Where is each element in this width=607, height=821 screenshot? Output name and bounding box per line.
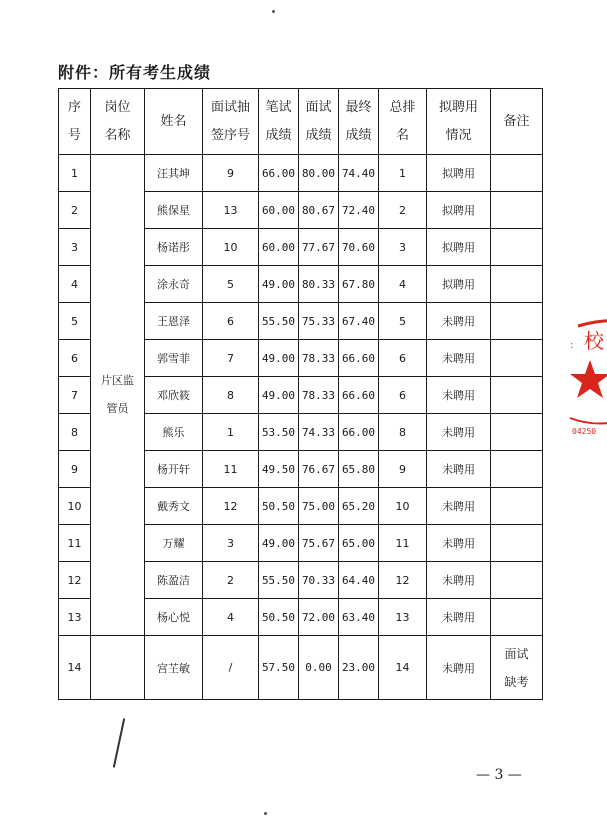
cell-lot: 1	[203, 414, 259, 451]
cell-written: 53.50	[259, 414, 299, 451]
cell-name: 熊乐	[145, 414, 203, 451]
cell-interview: 78.33	[299, 340, 339, 377]
header-row	[59, 89, 543, 155]
cell-rank: 6	[379, 340, 427, 377]
cell-seq: 4	[59, 266, 91, 303]
cell-seq: 3	[59, 229, 91, 266]
cell-interview: 80.33	[299, 266, 339, 303]
cell-written: 57.50	[259, 636, 299, 700]
cell-name: 杨诺彤	[145, 229, 203, 266]
cell-hire: 未聘用	[427, 340, 491, 377]
cell-name: 杨开轩	[145, 451, 203, 488]
cell-interview: 77.67	[299, 229, 339, 266]
cell-written: 60.00	[259, 229, 299, 266]
cell-written: 55.50	[259, 562, 299, 599]
cell-name: 熊保星	[145, 192, 203, 229]
header-written: 笔试 成绩	[259, 89, 299, 155]
pen-mark	[113, 718, 125, 767]
cell-seq: 5	[59, 303, 91, 340]
cell-final: 23.00	[339, 636, 379, 700]
cell-remark	[491, 340, 543, 377]
cell-seq: 14	[59, 636, 91, 700]
cell-seq: 6	[59, 340, 91, 377]
cell-position	[91, 636, 145, 700]
cell-interview: 75.67	[299, 525, 339, 562]
cell-written: 49.00	[259, 377, 299, 414]
table-row	[59, 155, 543, 192]
cell-hire: 未聘用	[427, 451, 491, 488]
cell-final: 65.20	[339, 488, 379, 525]
cell-rank: 2	[379, 192, 427, 229]
cell-final: 70.60	[339, 229, 379, 266]
cell-rank: 6	[379, 377, 427, 414]
cell-rank: 10	[379, 488, 427, 525]
cell-remark	[491, 599, 543, 636]
cell-hire: 未聘用	[427, 599, 491, 636]
page-number: — 3 —	[476, 767, 522, 783]
cell-written: 66.00	[259, 155, 299, 192]
cell-final: 63.40	[339, 599, 379, 636]
cell-remark	[491, 451, 543, 488]
cell-final: 66.60	[339, 340, 379, 377]
header-remark: 备注	[491, 89, 543, 155]
cell-interview: 76.67	[299, 451, 339, 488]
cell-rank: 11	[379, 525, 427, 562]
cell-lot: 13	[203, 192, 259, 229]
cell-final: 66.00	[339, 414, 379, 451]
cell-written: 49.00	[259, 266, 299, 303]
cell-rank: 14	[379, 636, 427, 700]
cell-lot: 10	[203, 229, 259, 266]
header-seq: 序 号	[59, 89, 91, 155]
cell-name: 邓欣筱	[145, 377, 203, 414]
cell-lot: 3	[203, 525, 259, 562]
cell-hire: 拟聘用	[427, 266, 491, 303]
cell-hire: 未聘用	[427, 303, 491, 340]
cell-seq: 10	[59, 488, 91, 525]
speck	[264, 812, 267, 815]
header-lot: 面试抽 签序号	[203, 89, 259, 155]
cell-lot: 8	[203, 377, 259, 414]
cell-hire: 未聘用	[427, 636, 491, 700]
cell-seq: 1	[59, 155, 91, 192]
cell-interview: 75.33	[299, 303, 339, 340]
cell-rank: 5	[379, 303, 427, 340]
cell-final: 65.80	[339, 451, 379, 488]
cell-lot: 9	[203, 155, 259, 192]
cell-rank: 13	[379, 599, 427, 636]
cell-interview: 72.00	[299, 599, 339, 636]
cell-seq: 12	[59, 562, 91, 599]
cell-seq: 8	[59, 414, 91, 451]
cell-remark	[491, 525, 543, 562]
cell-remark: 面试 缺考	[491, 636, 543, 700]
cell-remark	[491, 488, 543, 525]
cell-rank: 8	[379, 414, 427, 451]
header-interview: 面试 成绩	[299, 89, 339, 155]
cell-name: 戴秀文	[145, 488, 203, 525]
cell-interview: 74.33	[299, 414, 339, 451]
cell-final: 67.80	[339, 266, 379, 303]
cell-seq: 13	[59, 599, 91, 636]
cell-lot: 7	[203, 340, 259, 377]
document-title: 附件：所有考生成绩	[58, 63, 212, 82]
cell-hire: 未聘用	[427, 525, 491, 562]
cell-seq: 7	[59, 377, 91, 414]
cell-lot: 2	[203, 562, 259, 599]
cell-interview: 80.67	[299, 192, 339, 229]
cell-final: 64.40	[339, 562, 379, 599]
cell-rank: 1	[379, 155, 427, 192]
seal-star-icon	[570, 360, 607, 398]
cell-interview: 80.00	[299, 155, 339, 192]
cell-final: 65.00	[339, 525, 379, 562]
cell-remark	[491, 192, 543, 229]
cell-interview: 0.00	[299, 636, 339, 700]
cell-seq: 2	[59, 192, 91, 229]
cell-position: 片区监 管员	[91, 155, 145, 636]
cell-name: 杨心悦	[145, 599, 203, 636]
cell-seq: 11	[59, 525, 91, 562]
cell-written: 49.50	[259, 451, 299, 488]
cell-hire: 拟聘用	[427, 229, 491, 266]
table-row	[59, 636, 543, 700]
cell-written: 50.50	[259, 488, 299, 525]
cell-rank: 12	[379, 562, 427, 599]
cell-remark	[491, 266, 543, 303]
cell-interview: 70.33	[299, 562, 339, 599]
cell-final: 67.40	[339, 303, 379, 340]
header-name: 姓名	[145, 89, 203, 155]
cell-hire: 未聘用	[427, 488, 491, 525]
cell-name: 陈盈洁	[145, 562, 203, 599]
cell-lot: 5	[203, 266, 259, 303]
cell-remark	[491, 414, 543, 451]
cell-lot: 6	[203, 303, 259, 340]
scores-table	[58, 88, 543, 700]
cell-rank: 3	[379, 229, 427, 266]
cell-final: 72.40	[339, 192, 379, 229]
header-rank: 总排 名	[379, 89, 427, 155]
cell-final: 66.60	[339, 377, 379, 414]
cell-final: 74.40	[339, 155, 379, 192]
cell-remark	[491, 155, 543, 192]
cell-written: 55.50	[259, 303, 299, 340]
cell-hire: 未聘用	[427, 562, 491, 599]
cell-name: 涂永奇	[145, 266, 203, 303]
official-seal	[566, 318, 607, 438]
cell-written: 60.00	[259, 192, 299, 229]
cell-lot: /	[203, 636, 259, 700]
cell-hire: 未聘用	[427, 414, 491, 451]
cell-name: 郭雪菲	[145, 340, 203, 377]
header-final: 最终 成绩	[339, 89, 379, 155]
cell-remark	[491, 562, 543, 599]
cell-rank: 4	[379, 266, 427, 303]
cell-name: 王恩泽	[145, 303, 203, 340]
cell-remark	[491, 377, 543, 414]
cell-hire: 拟聘用	[427, 192, 491, 229]
svg-text:校: 校	[584, 329, 604, 353]
header-position: 岗位 名称	[91, 89, 145, 155]
header-hire: 拟聘用 情况	[427, 89, 491, 155]
svg-text::: :	[570, 340, 574, 351]
cell-lot: 11	[203, 451, 259, 488]
cell-rank: 9	[379, 451, 427, 488]
cell-remark	[491, 303, 543, 340]
cell-hire: 拟聘用	[427, 155, 491, 192]
cell-lot: 4	[203, 599, 259, 636]
cell-interview: 75.00	[299, 488, 339, 525]
cell-remark	[491, 229, 543, 266]
cell-name: 万耀	[145, 525, 203, 562]
cell-name: 宫芏敏	[145, 636, 203, 700]
cell-name: 汪其坤	[145, 155, 203, 192]
cell-written: 49.00	[259, 525, 299, 562]
cell-written: 49.00	[259, 340, 299, 377]
cell-hire: 未聘用	[427, 377, 491, 414]
svg-text:04250: 04250	[572, 427, 597, 436]
cell-interview: 78.33	[299, 377, 339, 414]
cell-seq: 9	[59, 451, 91, 488]
cell-lot: 12	[203, 488, 259, 525]
cell-written: 50.50	[259, 599, 299, 636]
speck	[272, 10, 275, 13]
